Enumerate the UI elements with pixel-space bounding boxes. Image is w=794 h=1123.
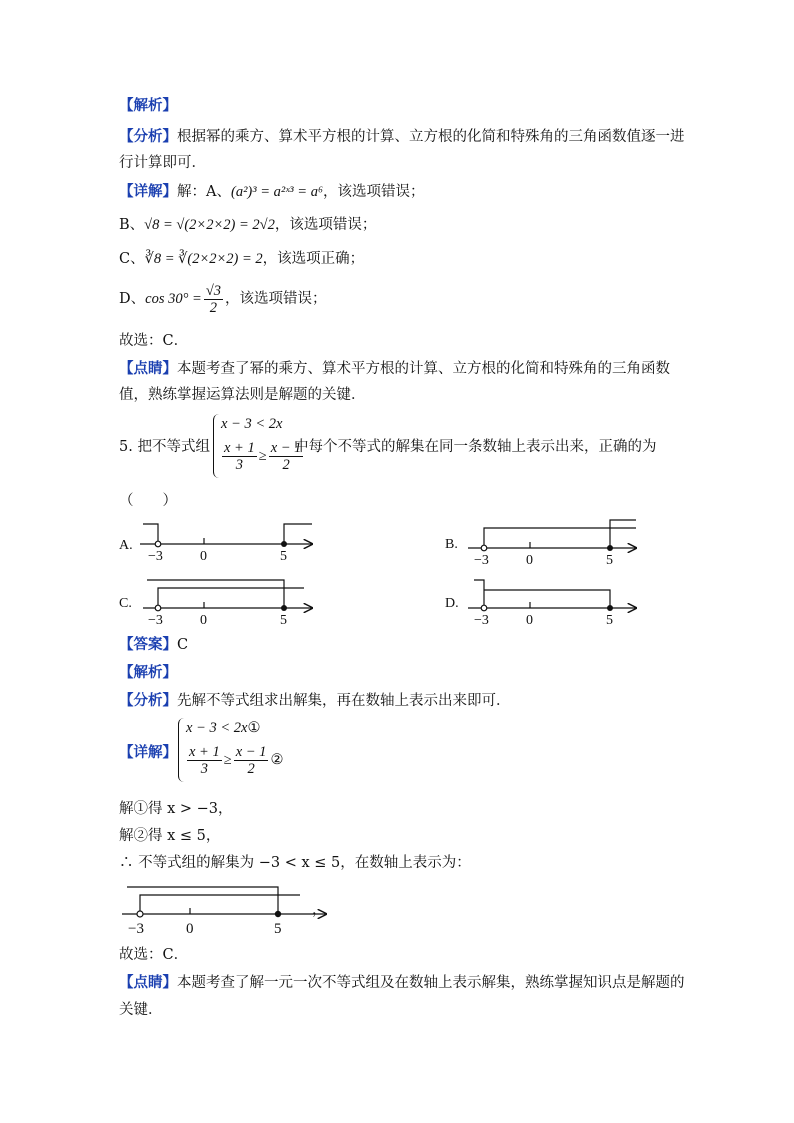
option-b-label: B. (445, 537, 458, 552)
expr-C: ∛8 = ∛(2×2×2) = 2 (144, 251, 263, 267)
svg-text:0: 0 (186, 921, 194, 937)
fenxi-label: 【分析】 (119, 128, 177, 145)
xiangjie-A: 【详解】解：A、(a²)³ = a²ˣ³ = a⁶，该选项错误； (119, 183, 425, 200)
svg-text:5: 5 (606, 613, 613, 628)
svg-text:−3: −3 (474, 613, 489, 628)
option-d-figure[interactable] (445, 580, 636, 628)
q5-ineq-2: $\frac{x + 1}{3}$ ≥ $\frac{x - 1}{2}$ (224, 440, 302, 473)
jiexi-heading-2: 【解析】 (119, 664, 177, 681)
step-3: ∴ 不等式组的解集为 −3 < x ≤ 5，在数轴上表示为： (119, 855, 471, 871)
option-b-figure[interactable] (445, 520, 636, 568)
expr-A: (a²)³ = a²ˣ³ = a⁶ (230, 184, 323, 200)
daan-value: C (177, 637, 189, 653)
q5-ineq-1: x − 3 < 2x (221, 416, 283, 432)
daan-line: 【答案】C (119, 636, 189, 653)
svg-text:0: 0 (526, 553, 533, 568)
answer-brace (178, 718, 185, 782)
answer-number-line (122, 887, 326, 937)
step-2: 解②得 x ≤ 5， (119, 828, 221, 844)
step-1: 解①得 x > −3， (119, 801, 233, 817)
svg-text:0: 0 (526, 613, 533, 628)
guxuan-1: 故选：C． (119, 333, 189, 349)
xiangjie-label-2: 【详解】 (119, 744, 177, 761)
option-a-figure[interactable] (119, 524, 312, 564)
dianjing-paragraph-cont: 值，熟练掌握运算法则是解题的关键． (119, 387, 366, 403)
xiangjie-D: D、cos 30° = $\frac{√3}{2}$ ，该选项错误； (119, 282, 327, 316)
fenxi-text-1: 根据幂的乘方、算术平方根的计算、立方根的化简和特殊角的三角函数值逐一进 (177, 129, 685, 145)
dianjing-paragraph-2: 【点睛】本题考查了解一元一次不等式组及在数轴上表示解集，熟练掌握知识点是解题的 (119, 974, 685, 991)
expr-B: √8 = √(2×2×2) = 2√2 (144, 217, 275, 233)
svg-text:5: 5 (274, 921, 282, 937)
answer-figure-comma: ， (312, 902, 327, 918)
xiangjie-B: B、√8 = √(2×2×2) = 2√2，该选项错误； (119, 217, 377, 233)
svg-text:0: 0 (200, 549, 207, 564)
option-c-label: C. (119, 596, 132, 611)
option-c-figure[interactable] (119, 580, 312, 628)
jiexi-heading: 【解析】 (119, 97, 177, 114)
option-a-label: A. (119, 538, 133, 553)
svg-text:−3: −3 (128, 921, 144, 937)
xiangjie-C: C、∛8 = ∛(2×2×2) = 2，该选项正确； (119, 251, 365, 267)
answer-ineq-2: $\frac{x + 1}{3}$ ≥ $\frac{x - 1}{2}$ ② (189, 744, 284, 777)
svg-text:−3: −3 (148, 613, 163, 628)
svg-text:5: 5 (280, 613, 287, 628)
q5-number: 5. (119, 439, 133, 455)
guxuan-2: 故选：C． (119, 947, 189, 963)
option-d-label: D. (445, 596, 459, 611)
answer-ineq-1: x − 3 < 2x① (186, 720, 261, 736)
svg-text:−3: −3 (148, 549, 163, 564)
q5-stem: 5. 把不等式组 中每个不等式的解集在同一条数轴上表示出来，正确的为 (119, 439, 657, 455)
dianjing-paragraph: 【点睛】本题考查了幂的乘方、算术平方根的计算、立方根的化简和特殊角的三角函数 (119, 360, 670, 377)
fenxi-paragraph-2: 【分析】先解不等式组求出解集，再在数轴上表示出来即可． (119, 692, 511, 709)
svg-text:0: 0 (200, 613, 207, 628)
fraction-sqrt3-over-2: $\frac{√3}{2}$ (205, 282, 222, 316)
svg-text:5: 5 (280, 549, 287, 564)
q5-paren: （ ） (119, 493, 177, 509)
svg-text:−3: −3 (474, 553, 489, 568)
fenxi-paragraph-cont: 行计算即可． (119, 155, 206, 171)
svg-text:5: 5 (606, 553, 613, 568)
dianjing-paragraph-2-cont: 关键． (119, 1002, 163, 1018)
